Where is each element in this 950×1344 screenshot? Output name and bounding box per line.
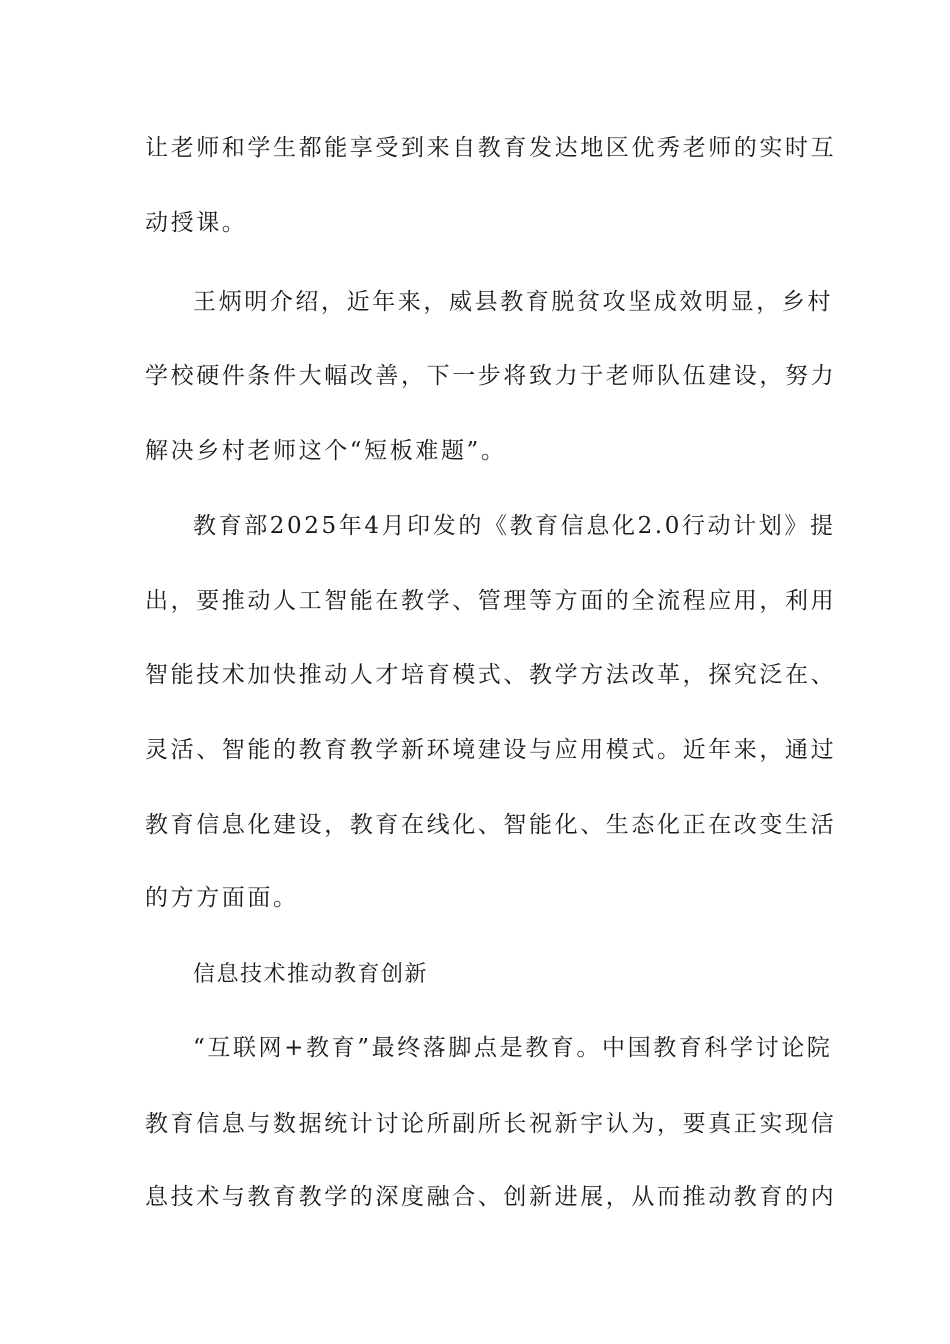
paragraph-line: 让老师和学生都能享受到来自教育发达地区优秀老师的实时互 xyxy=(145,135,837,161)
paragraph-line: 教育信息与数据统计讨论所副所长祝新宇认为，要真正实现信 xyxy=(145,1111,837,1137)
paragraph-line: 解决乡村老师这个“短板难题”。 xyxy=(145,438,507,464)
section-heading: 信息技术推动教育创新 xyxy=(193,962,429,987)
paragraph-line: 教育信息化建设，教育在线化、智能化、生态化正在改变生活 xyxy=(145,812,837,838)
paragraph-line: 学校硬件条件大幅改善，下一步将致力于老师队伍建设，努力 xyxy=(145,363,837,389)
paragraph-line: 息技术与教育教学的深度融合、创新进展，从而推动教育的内 xyxy=(145,1184,837,1210)
paragraph-line: 的方方面面。 xyxy=(145,885,299,911)
paragraph-line: 王炳明介绍，近年来，威县教育脱贫攻坚成效明显，乡村 xyxy=(193,289,833,315)
paragraph-line: 动授课。 xyxy=(145,210,248,236)
paragraph-line: 教育部2025年4月印发的《教育信息化2.0行动计划》提 xyxy=(193,513,836,539)
paragraph-line: 出，要推动人工智能在教学、管理等方面的全流程应用，利用 xyxy=(145,588,837,614)
paragraph-line: “互联网+教育”最终落脚点是教育。中国教育科学讨论院 xyxy=(193,1035,833,1061)
paragraph-line: 智能技术加快推动人才培育模式、教学方法改革，探究泛在、 xyxy=(145,662,837,688)
paragraph-line: 灵活、智能的教育教学新环境建设与应用模式。近年来，通过 xyxy=(145,737,837,763)
